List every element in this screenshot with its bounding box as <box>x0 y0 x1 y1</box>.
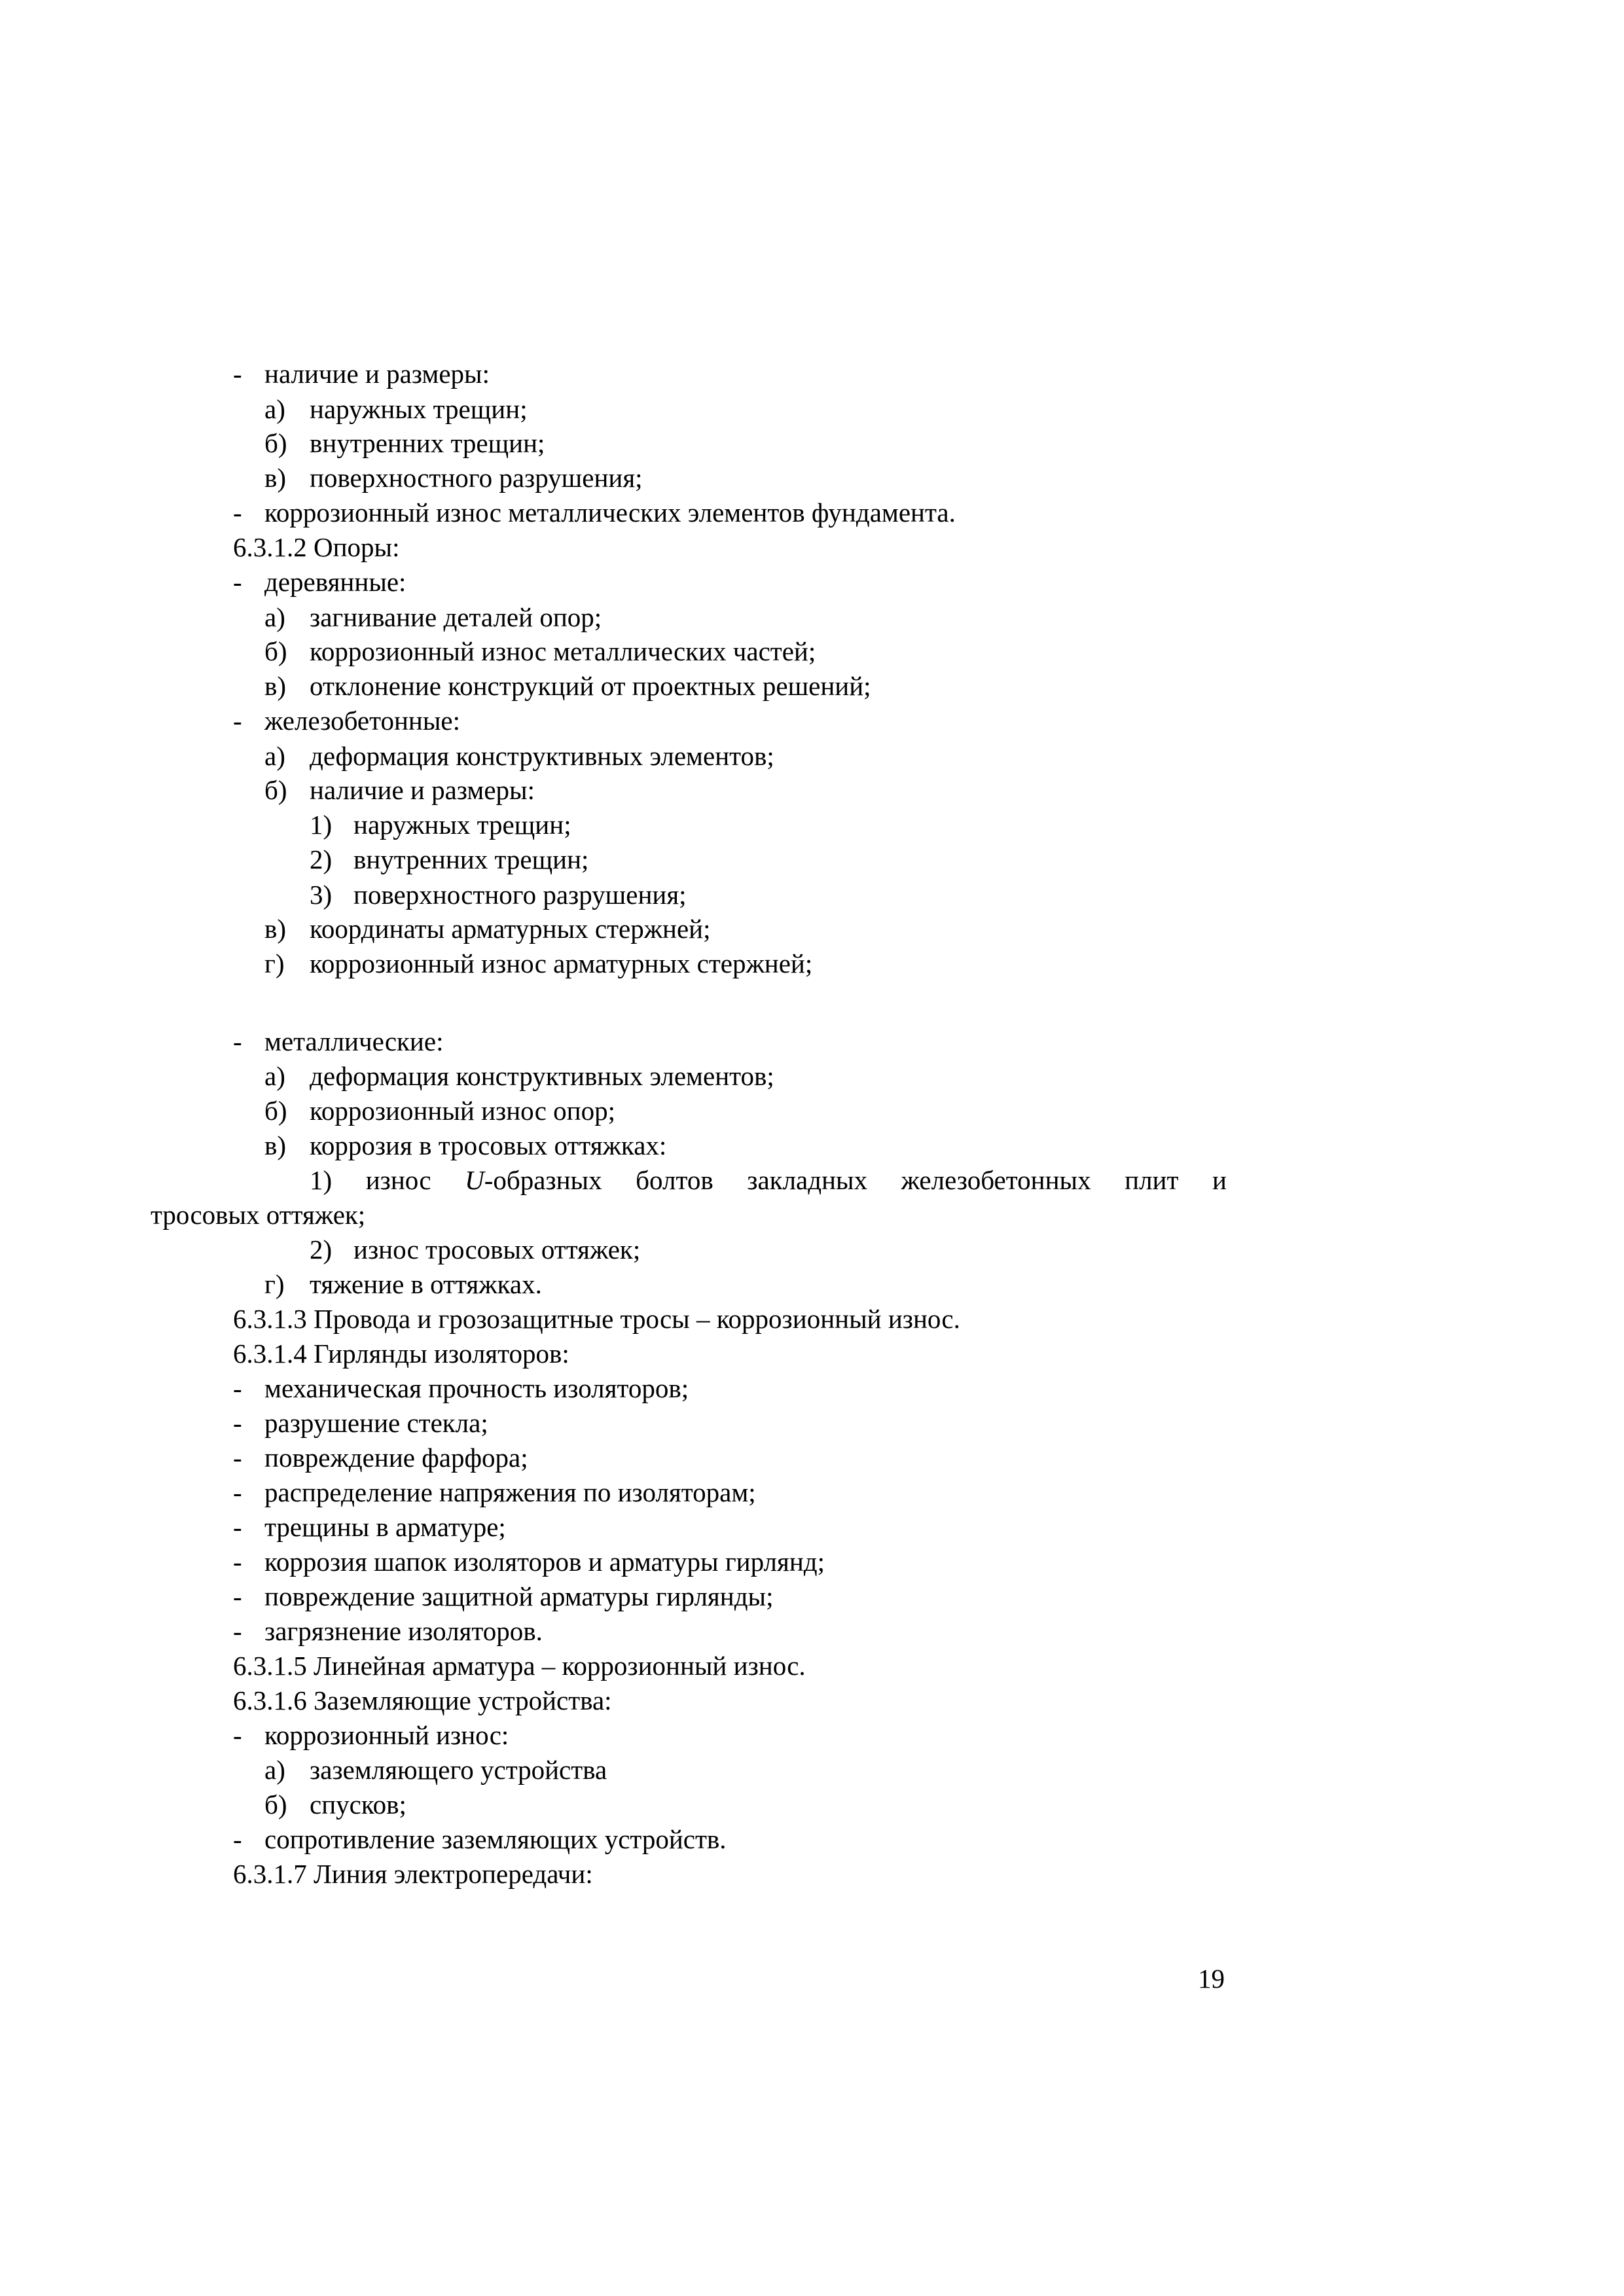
list-item: коррозионный износ: <box>264 1720 509 1750</box>
dash-bullet: - <box>233 1547 242 1577</box>
word: плит <box>1125 1165 1179 1195</box>
list-letter-marker: а) <box>264 741 285 771</box>
list-item: координаты арматурных стержней; <box>310 914 711 944</box>
list-letter-marker: в) <box>264 1130 287 1160</box>
section-heading: 6.3.1.4 Гирлянды изоляторов: <box>233 1338 569 1369</box>
list-item: железобетонные: <box>264 706 461 736</box>
list-item: коррозионный износ арматурных стержней; <box>310 948 813 978</box>
list-number-marker: 1) <box>310 810 333 840</box>
list-item: износ тросовых оттяжек; <box>353 1234 641 1265</box>
list-letter-marker: б) <box>264 775 287 805</box>
section-heading: 6.3.1.3 Провода и грозозащитные тросы – коррозионный износ. <box>233 1304 960 1334</box>
list-item: деревянные: <box>264 567 406 597</box>
section-heading: 6.3.1.2 Опоры: <box>233 532 400 562</box>
dash-bullet: - <box>233 497 242 528</box>
list-letter-marker: а) <box>264 602 285 632</box>
list-item: тяжение в оттяжках. <box>310 1269 542 1299</box>
list-item: загнивание деталей опор; <box>310 602 602 632</box>
list-letter-marker: б) <box>264 1096 287 1126</box>
list-number-marker: 1) <box>310 1165 333 1195</box>
list-letter-marker: г) <box>264 1269 285 1299</box>
dash-bullet: - <box>233 1477 242 1507</box>
list-item: повреждение фарфора; <box>264 1443 528 1473</box>
list-letter-marker: а) <box>264 1755 285 1785</box>
list-item-continuation: тросовых оттяжек; <box>151 1200 366 1230</box>
list-item: металлические: <box>264 1026 444 1056</box>
list-item: внутренних трещин; <box>310 428 545 458</box>
list-item: внутренних трещин; <box>353 844 589 874</box>
word: железобетонных <box>901 1165 1091 1195</box>
italic-letter: U <box>465 1165 484 1195</box>
list-letter-marker: г) <box>264 948 285 978</box>
list-item: коррозионный износ опор; <box>310 1096 615 1126</box>
list-item: коррозия шапок изоляторов и арматуры гирлянд; <box>264 1547 825 1577</box>
list-item: заземляющего устройства <box>310 1755 607 1785</box>
list-item: наружных трещин; <box>310 394 528 424</box>
dash-bullet: - <box>233 359 242 389</box>
list-letter-marker: в) <box>264 463 287 493</box>
word: болтов <box>636 1165 713 1195</box>
dash-bullet: - <box>233 706 242 736</box>
list-letter-marker: б) <box>264 636 287 666</box>
list-item: трещины в арматуре; <box>264 1512 506 1542</box>
list-item: коррозионный износ металлических частей; <box>310 636 816 666</box>
page-number: 19 <box>1198 1964 1225 1994</box>
section-heading: 6.3.1.6 Заземляющие устройства: <box>233 1685 612 1715</box>
list-letter-marker: б) <box>264 428 287 458</box>
dash-bullet: - <box>233 1443 242 1473</box>
list-letter-marker: б) <box>264 1789 287 1820</box>
dash-bullet: - <box>233 1026 242 1056</box>
word: и <box>1212 1165 1227 1195</box>
list-number-marker: 3) <box>310 880 333 910</box>
list-number-marker: 2) <box>310 844 333 874</box>
list-item: поверхностного разрушения; <box>353 880 687 910</box>
list-item: наличие и размеры: <box>310 775 535 805</box>
list-item: отклонение конструкций от проектных решений; <box>310 671 871 701</box>
word: износ <box>365 1165 431 1195</box>
list-item: спусков; <box>310 1789 406 1820</box>
dash-bullet: - <box>233 1408 242 1438</box>
list-item: деформация конструктивных элементов; <box>310 1061 774 1091</box>
dash-bullet: - <box>233 567 242 597</box>
list-item: повреждение защитной арматуры гирлянды; <box>264 1581 774 1611</box>
word-suffix: -образных <box>484 1165 602 1195</box>
section-heading: 6.3.1.7 Линия электропередачи: <box>233 1859 593 1889</box>
list-item: деформация конструктивных элементов; <box>310 741 774 771</box>
dash-bullet: - <box>233 1373 242 1403</box>
section-heading: 6.3.1.5 Линейная арматура – коррозионный износ. <box>233 1651 806 1681</box>
list-letter-marker: в) <box>264 914 287 944</box>
dash-bullet: - <box>233 1616 242 1646</box>
list-item: сопротивление заземляющих устройств. <box>264 1824 727 1854</box>
list-item: загрязнение изоляторов. <box>264 1616 543 1646</box>
list-item: разрушение стекла; <box>264 1408 488 1438</box>
word <box>465 1163 602 1197</box>
dash-bullet: - <box>233 1720 242 1750</box>
dash-bullet: - <box>233 1512 242 1542</box>
list-item: механическая прочность изоляторов; <box>264 1373 689 1403</box>
list-letter-marker: в) <box>264 671 287 701</box>
list-item: наличие и размеры: <box>264 359 490 389</box>
list-letter-marker: а) <box>264 394 285 424</box>
list-item: коррозия в тросовых оттяжках: <box>310 1130 667 1160</box>
list-number-marker: 2) <box>310 1234 333 1265</box>
list-letter-marker: а) <box>264 1061 285 1091</box>
list-item: распределение напряжения по изоляторам; <box>264 1477 756 1507</box>
list-item: наружных трещин; <box>353 810 571 840</box>
dash-bullet: - <box>233 1581 242 1611</box>
list-item: коррозионный износ металлических элементов фундамента. <box>264 497 956 528</box>
list-item: поверхностного разрушения; <box>310 463 643 493</box>
justified-list-item <box>310 1163 1227 1197</box>
word: закладных <box>747 1165 868 1195</box>
dash-bullet: - <box>233 1824 242 1854</box>
